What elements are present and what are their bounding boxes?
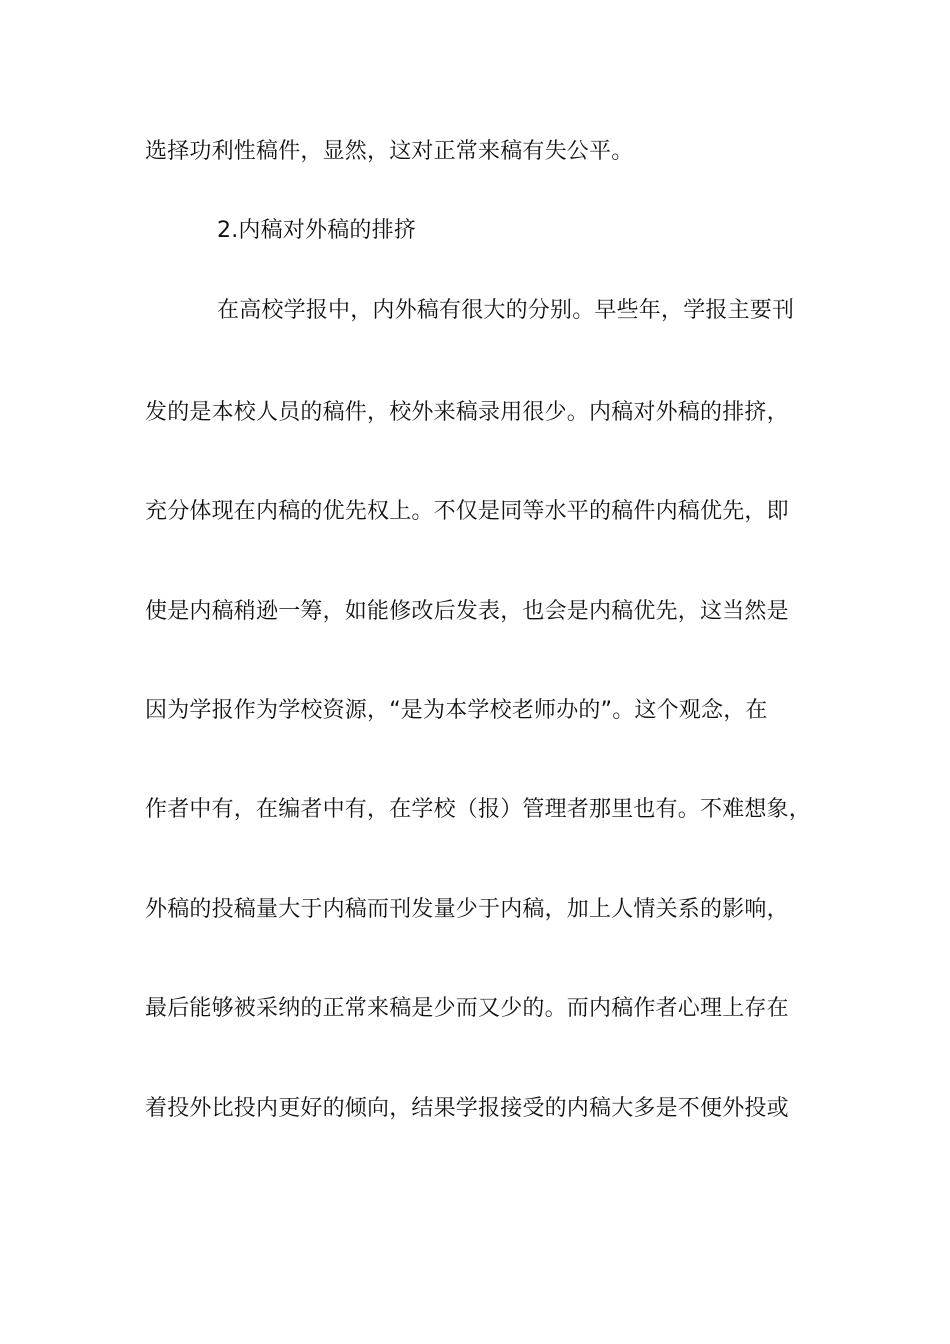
body-text-line: 因为学报作为学校资源，“是为本学校老师办的”。这个观念，在 — [145, 698, 768, 723]
body-text-line: 选择功利性稿件，显然，这对正常来稿有失公平。 — [145, 139, 634, 164]
body-text-line: 外稿的投稿量大于内稿而刊发量少于内稿，加上人情关系的影响， — [145, 897, 789, 922]
body-text-line: 着投外比投内更好的倾向，结果学报接受的内稿大多是不便外投或 — [145, 1096, 789, 1121]
body-text-line: 充分体现在内稿的优先权上。不仅是同等水平的稿件内稿优先，即 — [145, 499, 789, 524]
section-heading: 2.内稿对外稿的排挤 — [217, 218, 416, 243]
body-text-line: 发的是本校人员的稿件，校外来稿录用很少。内稿对外稿的排挤， — [145, 400, 789, 425]
body-text-line: 使是内稿稍逊一筹，如能修改后发表，也会是内稿优先，这当然是 — [145, 599, 789, 624]
body-text-line: 最后能够被采纳的正常来稿是少而又少的。而内稿作者心理上存在 — [145, 996, 789, 1021]
body-text-line: 作者中有，在编者中有，在学校（报）管理者那里也有。不难想象， — [145, 797, 812, 822]
body-text-line: 在高校学报中，内外稿有很大的分别。早些年，学报主要刊 — [217, 298, 795, 323]
